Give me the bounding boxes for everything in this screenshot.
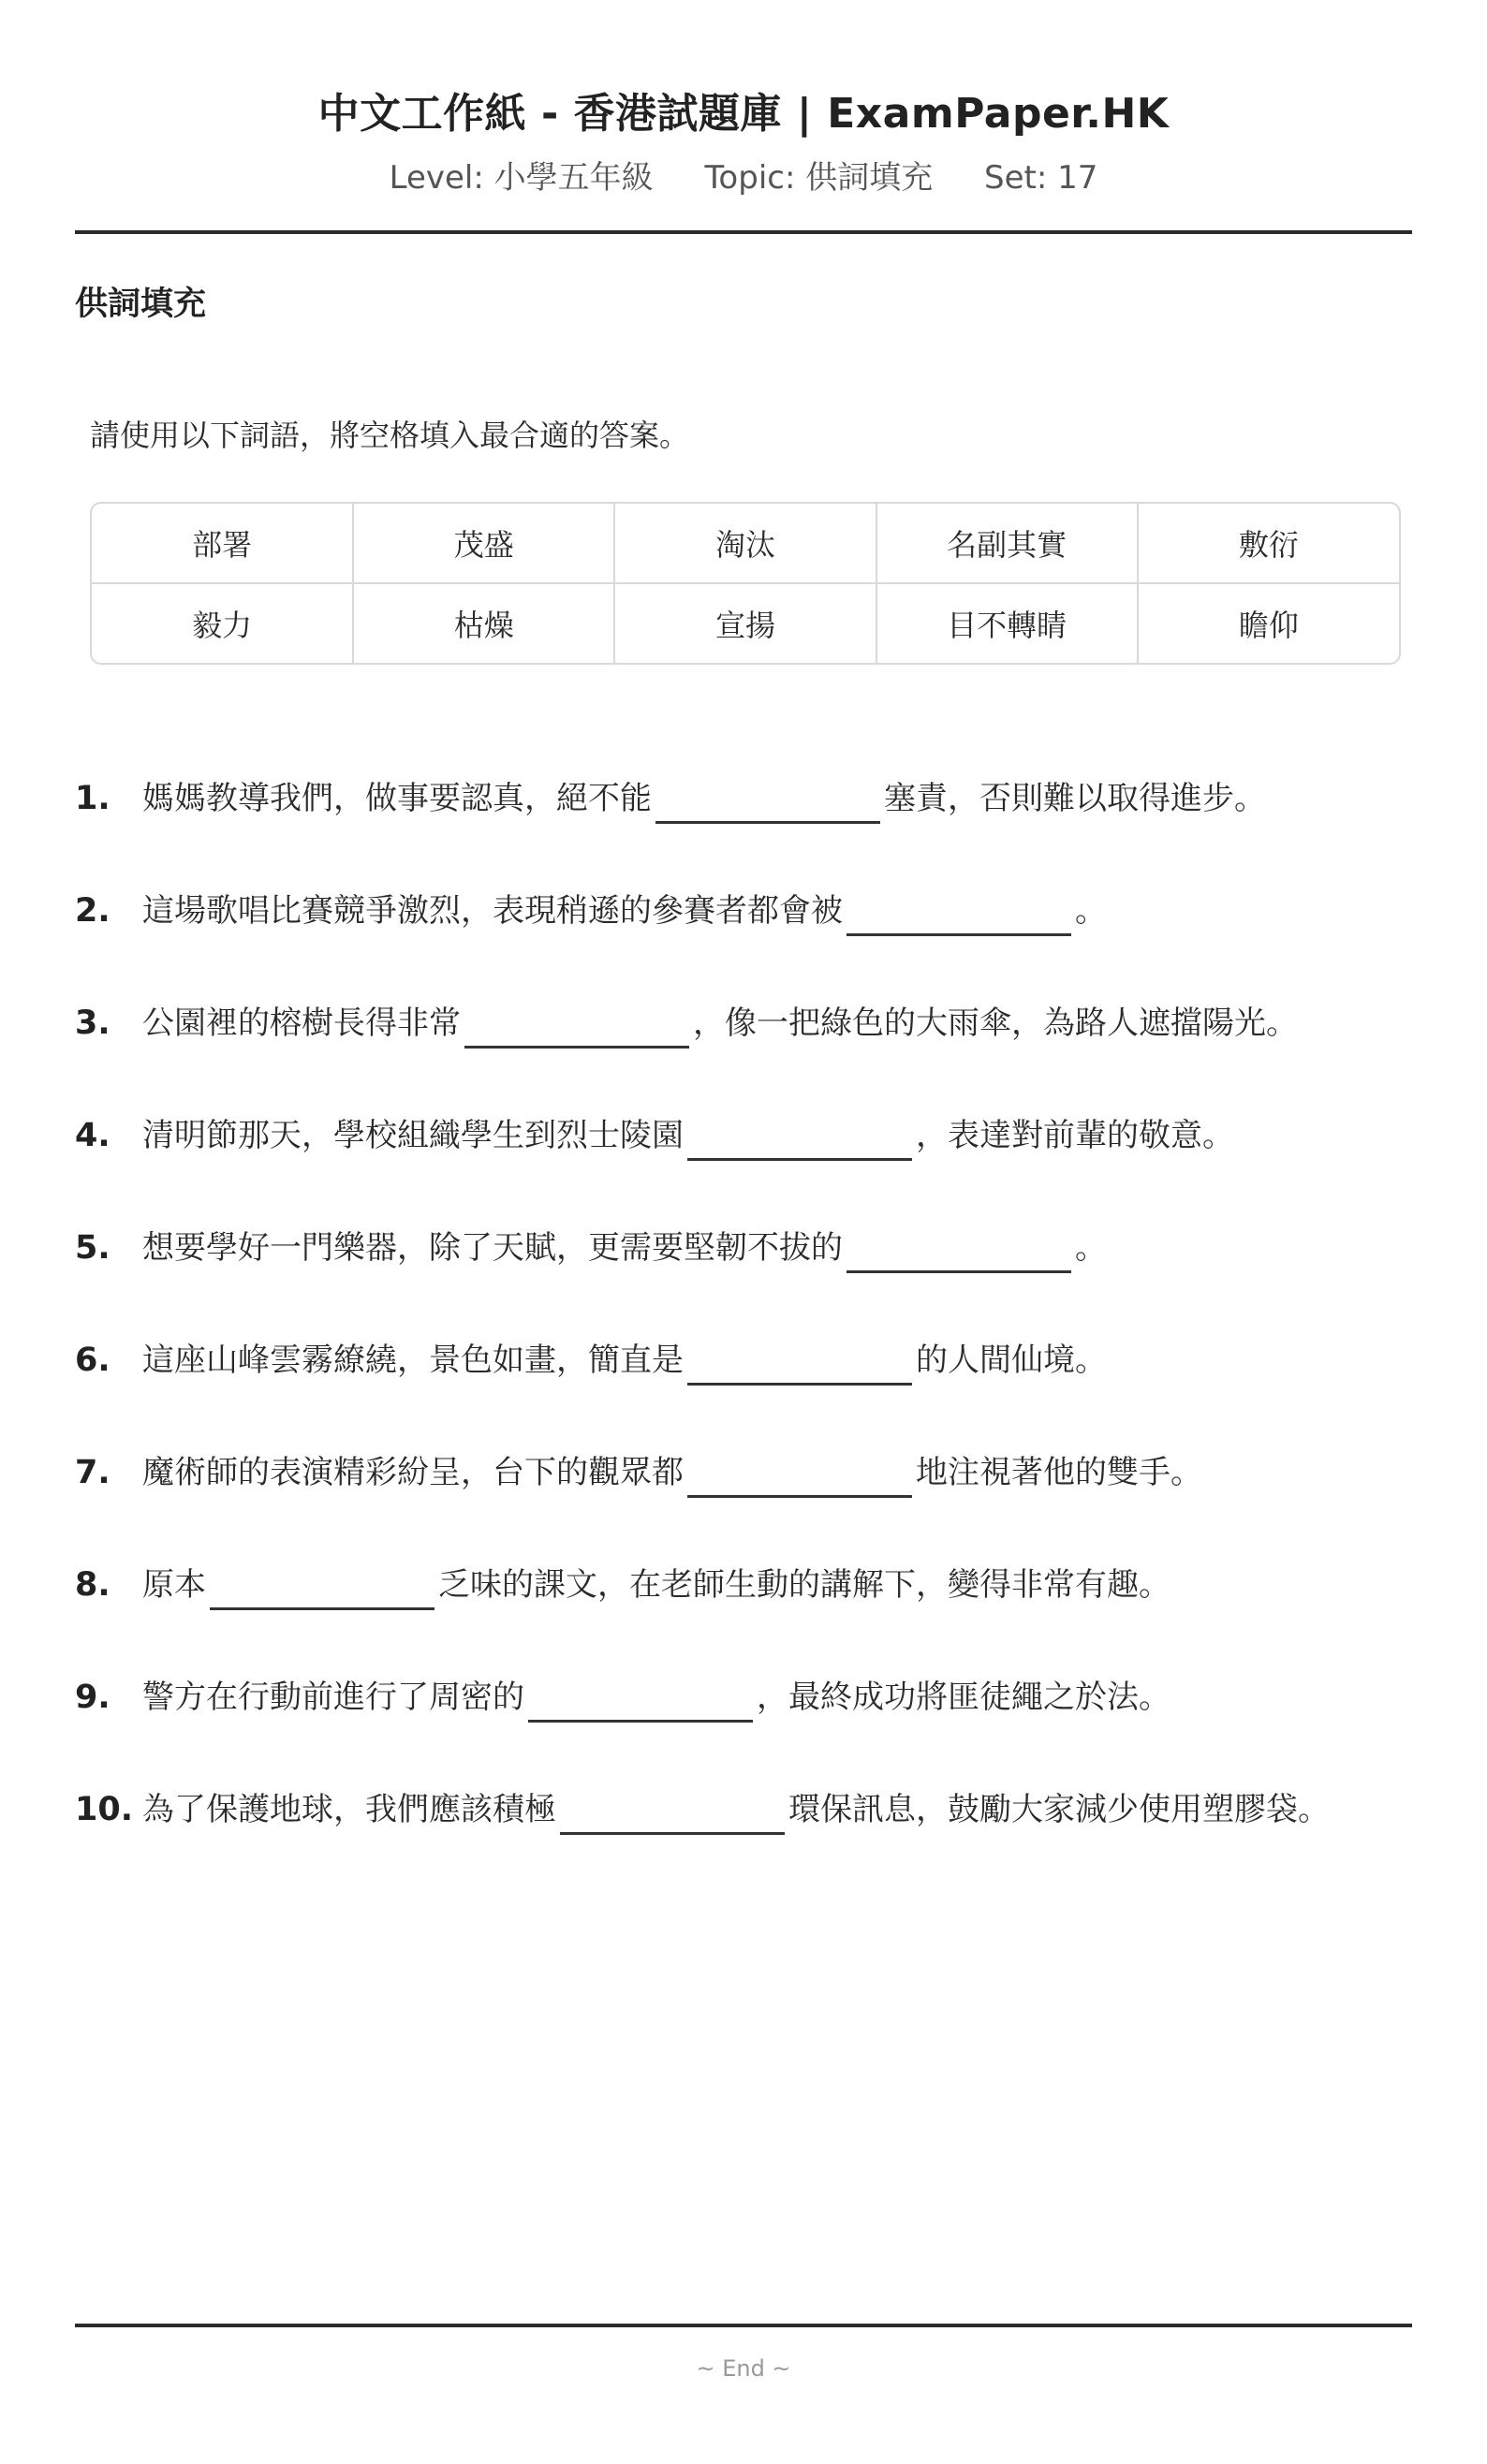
question-text bbox=[142, 775, 1266, 824]
question-number: 4. bbox=[75, 1117, 110, 1154]
word-bank-row bbox=[92, 583, 1399, 663]
question-text-after: ，像一把綠色的大雨傘，為路人遮擋陽光。 bbox=[693, 1005, 1298, 1042]
question-text-before: 魔術師的表演精彩紛呈，台下的觀眾都 bbox=[142, 1454, 684, 1491]
word-bank-cell: 枯燥 bbox=[353, 583, 614, 663]
question-text-before: 媽媽教導我們，做事要認真，絕不能 bbox=[142, 780, 652, 817]
question-number: 7. bbox=[75, 1454, 110, 1491]
footer-end-marker: ~ End ~ bbox=[696, 2355, 791, 2382]
question-text bbox=[142, 887, 1107, 936]
word-bank-cell: 茂盛 bbox=[353, 504, 614, 583]
question-text-after: ，最終成功將匪徒繩之於法。 bbox=[757, 1679, 1170, 1716]
answer-blank[interactable] bbox=[687, 1452, 912, 1498]
question-item bbox=[75, 871, 1423, 983]
word-bank-cell: 目不轉睛 bbox=[876, 583, 1138, 663]
question-text bbox=[142, 1449, 1202, 1498]
question-text-after: ，表達對前輩的敬意。 bbox=[916, 1117, 1234, 1154]
footer-divider bbox=[75, 2324, 1412, 2327]
question-number: 6. bbox=[75, 1342, 110, 1379]
question-text bbox=[142, 1000, 1298, 1049]
question-text-after: 塞責，否則難以取得進步。 bbox=[884, 780, 1266, 817]
answer-blank[interactable] bbox=[464, 1003, 689, 1049]
question-text-before: 公園裡的榕樹長得非常 bbox=[142, 1005, 461, 1042]
answer-blank[interactable] bbox=[687, 1340, 912, 1386]
word-bank-cell: 名副其實 bbox=[876, 504, 1138, 583]
question-text-before: 警方在行動前進行了周密的 bbox=[142, 1679, 524, 1716]
question-item bbox=[75, 1432, 1423, 1545]
question-item bbox=[75, 1657, 1423, 1769]
question-text-after: 地注視著他的雙手。 bbox=[916, 1454, 1202, 1491]
word-bank-cell: 宣揚 bbox=[614, 583, 876, 663]
word-bank-cell: 淘汰 bbox=[614, 504, 876, 583]
header-divider bbox=[75, 230, 1412, 234]
question-item bbox=[75, 983, 1423, 1095]
question-text-before: 這場歌唱比賽競爭激烈，表現稍遜的參賽者都會被 bbox=[142, 892, 843, 930]
answer-blank[interactable] bbox=[210, 1564, 434, 1610]
worksheet-title: 中文工作紙 - 香港試題庫 | ExamPaper.HK bbox=[317, 90, 1170, 138]
question-text-after: 的人間仙境。 bbox=[916, 1342, 1107, 1379]
question-number: 1. bbox=[75, 780, 110, 817]
word-bank-row bbox=[92, 504, 1399, 583]
question-number: 10. bbox=[75, 1791, 134, 1828]
question-item bbox=[75, 1545, 1423, 1657]
question-text-before: 這座山峰雲霧繚繞，景色如畫，簡直是 bbox=[142, 1342, 684, 1379]
question-text-before: 想要學好一門樂器，除了天賦，更需要堅韌不拔的 bbox=[142, 1229, 843, 1267]
word-bank-cell: 毅力 bbox=[92, 583, 353, 663]
question-text-after: 環保訊息，鼓勵大家減少使用塑膠袋。 bbox=[788, 1791, 1330, 1828]
question-text bbox=[142, 1674, 1170, 1723]
question-item bbox=[75, 1320, 1423, 1432]
section-title: 供詞填充 bbox=[75, 286, 207, 323]
worksheet-header bbox=[75, 86, 1412, 198]
question-item bbox=[75, 758, 1423, 871]
worksheet-meta bbox=[75, 157, 1412, 198]
question-text bbox=[142, 1562, 1170, 1610]
question-text-before: 為了保護地球，我們應該積極 bbox=[142, 1791, 556, 1828]
word-bank-cell: 敷衍 bbox=[1138, 504, 1399, 583]
question-list bbox=[75, 758, 1423, 1882]
word-bank-cell: 部署 bbox=[92, 504, 353, 583]
question-text-after: 。 bbox=[1075, 892, 1107, 930]
topic-label: Topic: 供詞填充 bbox=[704, 159, 934, 197]
question-text-after: 乏味的課文，在老師生動的講解下，變得非常有趣。 bbox=[438, 1566, 1170, 1604]
answer-blank[interactable] bbox=[847, 1227, 1071, 1273]
question-number: 3. bbox=[75, 1005, 110, 1042]
answer-blank[interactable] bbox=[528, 1677, 753, 1723]
answer-blank[interactable] bbox=[687, 1115, 912, 1161]
question-text bbox=[142, 1112, 1234, 1161]
instruction-text: 請使用以下詞語，將空格填入最合適的答案。 bbox=[90, 418, 690, 453]
question-item bbox=[75, 1769, 1423, 1882]
question-text-before: 原本 bbox=[142, 1566, 206, 1604]
question-item bbox=[75, 1208, 1423, 1320]
level-label: Level: 小學五年級 bbox=[389, 159, 654, 197]
question-item bbox=[75, 1095, 1423, 1208]
word-bank-cell: 瞻仰 bbox=[1238, 608, 1299, 643]
question-text bbox=[142, 1225, 1107, 1273]
question-text bbox=[142, 1337, 1107, 1386]
set-label: Set: 17 bbox=[984, 159, 1098, 197]
word-bank bbox=[90, 502, 1401, 665]
question-text bbox=[142, 1786, 1330, 1835]
question-number: 2. bbox=[75, 892, 110, 930]
answer-blank[interactable] bbox=[847, 890, 1071, 936]
answer-blank[interactable] bbox=[560, 1789, 785, 1835]
question-text-before: 清明節那天，學校組織學生到烈士陵園 bbox=[142, 1117, 684, 1154]
answer-blank[interactable] bbox=[655, 778, 880, 824]
question-number: 5. bbox=[75, 1229, 110, 1267]
question-number: 9. bbox=[75, 1679, 110, 1716]
question-text-after: 。 bbox=[1075, 1229, 1107, 1267]
question-number: 8. bbox=[75, 1566, 110, 1604]
